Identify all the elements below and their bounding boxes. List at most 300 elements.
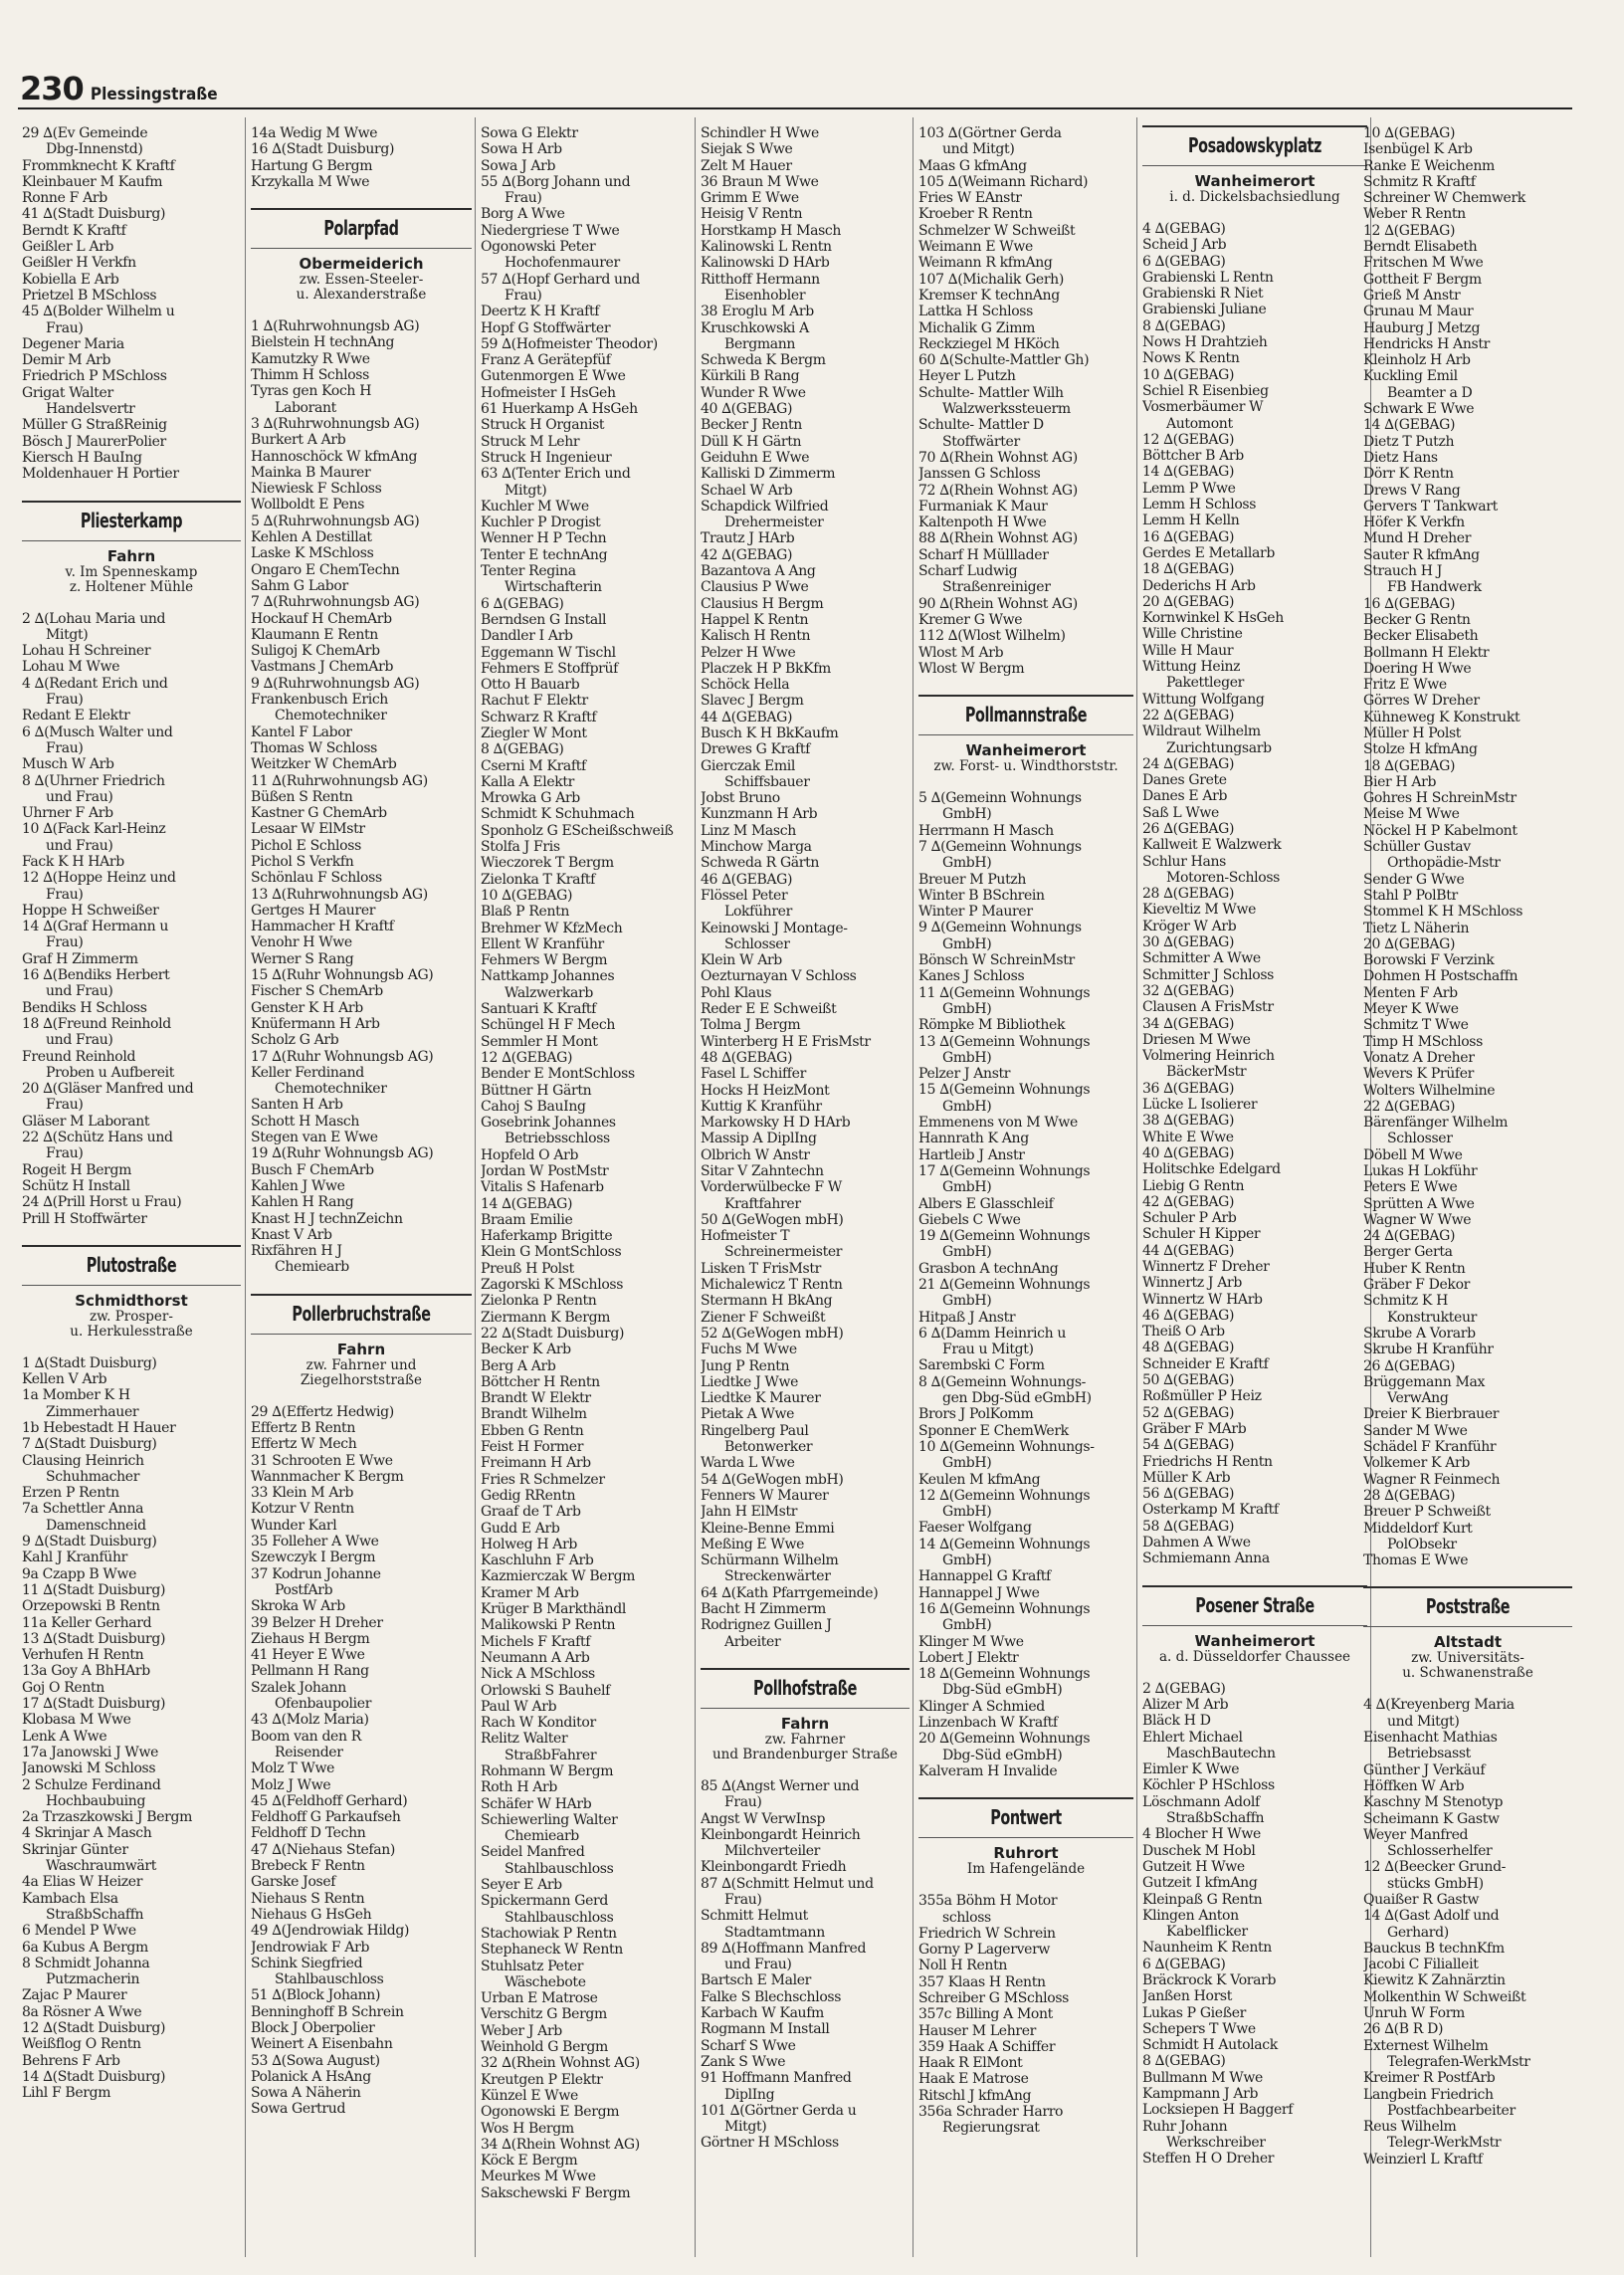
directory-entry: Heyer L Putzh	[918, 368, 1016, 385]
directory-entry: Waschraumwärt	[46, 1858, 156, 1875]
directory-entry: 11 ∆(Ruhrwohnungsb AG)	[251, 772, 428, 789]
directory-entry: 8 Schmidt Johanna	[22, 1955, 150, 1971]
directory-entry: Hannrath K Ang	[918, 1131, 1029, 1147]
directory-entry: Meise M Wwe	[1363, 806, 1460, 823]
directory-entry: 20 ∆(GEBAG)	[1363, 935, 1456, 952]
directory-entry: Brandt Wilhelm	[481, 1406, 587, 1423]
directory-entry: Musch W Arb	[22, 756, 114, 773]
directory-entry: Keller Ferdinand	[251, 1064, 364, 1081]
directory-entry: Reder E E Schweißt	[701, 1001, 837, 1018]
directory-entry: Frau)	[724, 1794, 762, 1811]
directory-entry: Kremer G Wwe	[918, 611, 1023, 628]
directory-entry: 13 ∆(Gemeinn Wohnungs	[918, 1033, 1091, 1050]
directory-entry: Hopfeld O Arb	[481, 1146, 579, 1163]
directory-entry: 18 ∆(Gemeinn Wohnungs	[918, 1666, 1091, 1683]
directory-entry: Hofmeister I HsGeh	[481, 384, 616, 401]
directory-entry: Schiel R Eisenbieg	[1142, 382, 1269, 399]
directory-entry: 103 ∆(Görtner Gerda	[918, 125, 1062, 141]
directory-entry: 16 ∆(GEBAG)	[1142, 528, 1235, 545]
directory-entry: Schädel F Kranführ	[1363, 1439, 1497, 1456]
directory-entry: Schütz H Install	[22, 1177, 130, 1194]
street-location: und Brandenburger Straße	[711, 1746, 899, 1762]
directory-entry: Fischer S ChemArb	[251, 983, 383, 1000]
section-rule	[22, 501, 241, 503]
directory-entry: Kanes J Schloss	[918, 968, 1025, 985]
directory-entry: Kalinowski L Rentn	[701, 239, 832, 256]
directory-entry: Pelzer J Anstr	[918, 1066, 1011, 1083]
directory-entry: 22 ∆(GEBAG)	[1142, 707, 1235, 724]
directory-entry: 28 ∆(GEBAG)	[1363, 1487, 1456, 1504]
directory-entry: 13 ∆(Ruhrwohnungsb AG)	[251, 886, 428, 903]
directory-entry: 34 ∆(Rhein Wohnst AG)	[481, 2136, 640, 2153]
directory-entry: 9 ∆(Ruhrwohnungsb AG)	[251, 675, 420, 692]
column-2	[251, 125, 472, 2265]
running-head: Plessingstraße	[90, 85, 218, 104]
directory-entry: Köck E Bergm	[481, 2153, 578, 2170]
directory-entry: Ogonowski E Bergm	[481, 2104, 620, 2121]
directory-entry: 26 ∆(GEBAG)	[1142, 820, 1235, 837]
directory-entry: Pichol E Schloss	[251, 837, 361, 854]
directory-entry: Bier H Arb	[1363, 773, 1437, 790]
directory-entry: Haak R ElMont	[918, 2055, 1023, 2072]
directory-entry: GmbH)	[942, 1455, 992, 1472]
directory-entry: Gertges H Maurer	[251, 902, 376, 919]
directory-entry: Lesaar W ElMstr	[251, 821, 365, 838]
directory-entry: 107 ∆(Michalik Gerh)	[918, 271, 1064, 288]
directory-entry: Döbell M Wwe	[1363, 1146, 1463, 1163]
directory-entry: Clausen A FrisMstr	[1142, 999, 1274, 1016]
directory-entry: Chemotechniker	[275, 1081, 387, 1098]
directory-entry: Erzen P Rentn	[22, 1485, 119, 1502]
directory-entry: Kastner G ChemArb	[251, 805, 387, 822]
directory-entry: 44 ∆(GEBAG)	[701, 709, 793, 725]
directory-entry: Sowa G Elektr	[481, 125, 578, 141]
directory-entry: Holitschke Edelgard	[1142, 1161, 1281, 1178]
directory-entry: Schmitz R Kraftf	[1363, 173, 1476, 190]
directory-entry: Frau u Mitgt)	[942, 1342, 1034, 1358]
directory-entry: Scharf Ludwig	[918, 563, 1018, 580]
directory-entry: Geiduhn E Wwe	[701, 449, 810, 466]
directory-entry: Osterkamp M Kraftf	[1142, 1502, 1279, 1519]
directory-entry: Minchow Margа	[701, 839, 812, 856]
directory-entry: Stuhlsatz Peter	[481, 1958, 584, 1974]
directory-entry: Berger Gerta	[1363, 1244, 1453, 1261]
section-rule	[1363, 1586, 1572, 1588]
directory-entry: Winter B BSchrein	[918, 887, 1045, 904]
directory-entry: Fries R Schmelzer	[481, 1471, 605, 1488]
directory-entry: Liebig G Rentn	[1142, 1177, 1245, 1194]
directory-entry: Middeldorf Kurt	[1363, 1520, 1473, 1537]
street-name: Poststraße	[1425, 1594, 1511, 1619]
directory-entry: 5 ∆(Ruhrwohnungsb AG)	[251, 513, 420, 529]
directory-entry: Feldhoff G Parkaufseh	[251, 1809, 401, 1826]
directory-entry: 88 ∆(Rhein Wohnst AG)	[918, 530, 1078, 547]
directory-entry: Hauser M Lehrer	[918, 2022, 1036, 2039]
directory-entry: 48 ∆(GEBAG)	[701, 1049, 793, 1066]
directory-entry: Janssen G Schloss	[918, 466, 1041, 483]
directory-entry: Gedig RRentn	[481, 1487, 576, 1504]
directory-entry: 4 Skrinjar A Masch	[22, 1825, 152, 1842]
directory-entry: 4 ∆(Redant Erich und	[22, 675, 168, 692]
section-rule	[1142, 1585, 1367, 1587]
street-name: Pollhofstraße	[753, 1675, 857, 1700]
directory-entry: 56 ∆(GEBAG)	[1142, 1486, 1235, 1503]
directory-entry: 4 ∆(GEBAG)	[1142, 221, 1226, 237]
directory-entry: Grimm E Wwe	[701, 190, 799, 207]
directory-entry: Slavec J Bergm	[701, 693, 804, 710]
directory-entry: Gutzeit I kfmAng	[1142, 1875, 1258, 1892]
section-rule	[1142, 165, 1367, 166]
directory-entry: Wenner H P Techn	[481, 530, 607, 547]
directory-entry: 6a Kubus A Bergm	[22, 1939, 148, 1956]
directory-entry: Kremser K technAng	[918, 287, 1060, 304]
directory-entry: Haferkamp Brigitte	[481, 1228, 613, 1245]
directory-entry: 64 ∆(Kath Pfarrgemeinde)	[701, 1584, 879, 1601]
directory-entry: Schwarz R Kraftf	[481, 709, 597, 725]
directory-entry: 33 Klein M Arb	[251, 1485, 354, 1502]
directory-entry: 29 ∆(Effertz Hedwig)	[251, 1403, 394, 1420]
directory-entry: Schüngel H F Mech	[481, 1017, 616, 1034]
directory-entry: Lemm P Wwe	[1142, 480, 1236, 497]
directory-entry: Kalveram H Invalide	[918, 1762, 1058, 1779]
directory-entry: Nöckel H P Kabelmont	[1363, 822, 1518, 839]
directory-entry: 14 ∆(GEBAG)	[1363, 417, 1456, 434]
directory-entry: Schott H Masch	[251, 1113, 360, 1130]
directory-entry: Gerhard)	[1387, 1924, 1449, 1941]
directory-entry: Hannappel J Wwe	[918, 1584, 1040, 1601]
directory-entry: Bönsch W SchreinMstr	[918, 952, 1075, 969]
directory-entry: Schönlau F Schloss	[251, 870, 382, 887]
street-location: zw. Fahrner und	[305, 1356, 417, 1373]
directory-entry: Michalewicz T Rentn	[701, 1277, 843, 1294]
directory-entry: Stahlbauschloss	[505, 1909, 614, 1926]
directory-entry: Löschmann Adolf	[1142, 1793, 1260, 1810]
directory-entry: Putzmacherin	[46, 1971, 140, 1988]
directory-entry: Meßing E Wwe	[701, 1536, 805, 1552]
directory-entry: 101 ∆(Görtner Gerda u	[701, 2102, 857, 2119]
directory-entry: Benninghoff B Schrein	[251, 2003, 404, 2020]
directory-entry: Wildraut Wilhelm	[1142, 724, 1261, 740]
directory-entry: 5 ∆(Gemeinn Wohnungs	[918, 790, 1082, 807]
directory-entry: 4a Elias W Heizer	[22, 1874, 143, 1891]
column-4	[701, 125, 910, 2265]
column-3	[481, 125, 692, 2265]
directory-entry: 63 ∆(Tenter Erich und	[481, 466, 631, 483]
directory-entry: Goj O Rentn	[22, 1679, 104, 1696]
directory-entry: Zelt M Hauer	[701, 157, 792, 174]
directory-entry: Wolters Wilhelmine	[1363, 1082, 1496, 1099]
directory-entry: Schmitter A Wwe	[1142, 950, 1261, 967]
directory-entry: Boom van den R	[251, 1728, 361, 1745]
directory-entry: Happel K Rentn	[701, 611, 809, 628]
directory-entry: Sender G Wwe	[1363, 871, 1465, 888]
directory-entry: Friedrich W Schrein	[918, 1925, 1056, 1942]
directory-entry: Angst W VerwInsp	[701, 1810, 826, 1827]
directory-entry: Vitalis S Hafenarb	[481, 1179, 604, 1196]
directory-entry: 34 ∆(GEBAG)	[1142, 1015, 1235, 1032]
directory-entry: Konstrukteur	[1387, 1309, 1477, 1326]
directory-entry: Breuer P Schweißt	[1363, 1504, 1491, 1521]
directory-entry: Burkert A Arb	[251, 432, 346, 449]
directory-entry: Clausius P Wwe	[701, 579, 809, 596]
directory-entry: Sitar V Zahntechn	[701, 1163, 824, 1179]
directory-entry: 8 ∆(Uhrner Friedrich	[22, 772, 165, 789]
directory-entry: Gosebrink Johannes	[481, 1115, 616, 1132]
directory-entry: Struck H Organist	[481, 417, 605, 434]
directory-entry: 13a Goy A BhHArb	[22, 1663, 150, 1680]
directory-entry: Betriebsschloss	[505, 1131, 610, 1147]
directory-entry: Kuchler P Drogist	[481, 515, 601, 531]
directory-entry: 4 Blocher H Wwe	[1142, 1826, 1261, 1843]
street-name: Pollerbruchstraße	[292, 1301, 431, 1326]
directory-entry: Semmler H Mont	[481, 1033, 598, 1050]
directory-entry: Gudd E Arb	[481, 1520, 560, 1537]
directory-entry: Stahlbauschloss	[505, 1860, 614, 1877]
directory-entry: Liedtke K Maurer	[701, 1390, 821, 1407]
directory-entry: Kiersch H BauIng	[22, 449, 142, 466]
district-name: Fahrn	[780, 1714, 830, 1733]
directory-entry: Markowsky H D HArb	[701, 1115, 851, 1132]
directory-entry: 24 ∆(GEBAG)	[1363, 1228, 1456, 1245]
directory-entry: Gräber F MArb	[1142, 1420, 1247, 1437]
directory-entry: Stolze H kfmAng	[1363, 741, 1478, 758]
district-name: Fahrn	[106, 546, 156, 565]
directory-entry: Betonwerker	[724, 1439, 813, 1456]
directory-entry: Postfachbearbeiter	[1387, 2102, 1516, 2119]
directory-entry: 10 ∆(GEBAG)	[1363, 125, 1456, 141]
directory-entry: Stadtamtmann	[724, 1924, 825, 1941]
street-location: i. d. Dickelsbachsiedlung	[1169, 189, 1340, 205]
directory-entry: Blaß P Rentn	[481, 904, 570, 921]
directory-entry: Seyer E Arb	[481, 1877, 562, 1894]
section-rule	[22, 1245, 241, 1247]
directory-entry: BäckerMstr	[1166, 1064, 1247, 1081]
directory-entry: Gierczak Emil	[701, 757, 796, 774]
directory-entry: 32 ∆(Rhein Wohnst AG)	[481, 2055, 640, 2072]
directory-entry: GmbH)	[942, 1000, 992, 1017]
directory-entry: Bräckrock K Vorarb	[1142, 1971, 1277, 1988]
directory-entry: Klein G MontSchloss	[481, 1244, 622, 1261]
directory-entry: 11 ∆(Stadt Duisburg)	[22, 1581, 166, 1598]
directory-entry: 18 ∆(Freund Reinhold	[22, 1015, 171, 1032]
directory-entry: Strauch H J	[1363, 563, 1443, 580]
header-rule	[18, 107, 1572, 109]
directory-entry: Polanick A HsAng	[251, 2068, 371, 2085]
directory-entry: Mrowka G Arb	[481, 790, 580, 807]
directory-entry: 10 ∆(Fack Karl-Heinz	[22, 821, 166, 838]
street-location: v. Im Spenneskamp	[65, 563, 198, 580]
directory-entry: Vastmans J ChemArb	[251, 659, 394, 676]
directory-entry: 355a Böhm H Motor	[918, 1893, 1058, 1910]
directory-entry: Bösch J MaurerPolier	[22, 433, 166, 450]
directory-entry: Jahn H ElMstr	[701, 1504, 798, 1521]
directory-entry: Santuari K Kraftf	[481, 1001, 597, 1018]
directory-entry: 17 ∆(Gemeinn Wohnungs	[918, 1162, 1091, 1179]
directory-entry: Wirtschafterin	[505, 579, 602, 596]
directory-entry: 10 ∆(GEBAG)	[481, 887, 573, 904]
directory-entry: GmbH)	[942, 1617, 992, 1634]
directory-entry: Gorny P Lagerverw	[918, 1942, 1051, 1959]
directory-entry: 7 ∆(Ruhrwohnungsb AG)	[251, 594, 420, 611]
directory-entry: Fritschen M Wwe	[1363, 255, 1484, 272]
directory-entry: PostfArb	[275, 1581, 333, 1598]
street-location: zw. Universitäts-	[1411, 1650, 1524, 1667]
directory-entry: Lemm H Kelln	[1142, 513, 1240, 529]
directory-entry: Dederichs H Arb	[1142, 577, 1256, 594]
directory-entry: Lukas H Lokführ	[1363, 1163, 1478, 1179]
directory-entry: Kalisch H Rentn	[701, 628, 811, 645]
directory-entry: Wevers K Prüfer	[1363, 1066, 1475, 1083]
directory-entry: Schiewerling Walter	[481, 1811, 618, 1828]
directory-entry: 17 ∆(Stadt Duisburg)	[22, 1696, 166, 1713]
directory-entry: Köchler P HSchloss	[1142, 1777, 1275, 1794]
directory-entry: 46 ∆(GEBAG)	[1142, 1307, 1235, 1324]
directory-entry: Fehmers W Bergm	[481, 952, 608, 969]
directory-entry: Orthopädie-Mstr	[1387, 855, 1501, 872]
section-header	[1142, 125, 1367, 205]
directory-entry: Hartleib J Anstr	[918, 1146, 1025, 1163]
directory-entry: 12 ∆(GEBAG)	[481, 1049, 573, 1066]
directory-entry: Weber J Arb	[481, 2022, 562, 2039]
directory-entry: Schlosser	[1387, 1131, 1453, 1147]
directory-entry: Pelzer H Wwe	[701, 644, 796, 661]
directory-entry: Kantel F Labor	[251, 724, 352, 740]
directory-entry: Cserni M Kraftf	[481, 757, 586, 774]
page-number: 230	[20, 70, 84, 107]
directory-entry: Kalliski D Zimmerm	[701, 466, 836, 483]
directory-entry: Prill H Stoffwärter	[22, 1210, 147, 1227]
directory-entry: 38 Eroglu M Arb	[701, 304, 814, 320]
directory-entry: White E Wwe	[1142, 1129, 1234, 1145]
directory-entry: Gläser M Laborant	[22, 1113, 150, 1130]
directory-entry: Brehmer W KfzMech	[481, 920, 623, 936]
directory-entry: Kleinholz H Arb	[1363, 352, 1471, 369]
directory-entry: 6 ∆(GEBAG)	[1142, 253, 1226, 270]
directory-entry: Roth H Arb	[481, 1779, 557, 1796]
directory-entry: Grabienski Juliane	[1142, 302, 1267, 318]
directory-entry: Niewiesk F Schloss	[251, 481, 382, 498]
directory-entry: 11 ∆(Gemeinn Wohnungs	[918, 984, 1091, 1001]
directory-entry: Bartsch E Maler	[701, 1972, 812, 1989]
directory-entry: Oezturnayan V Schloss	[701, 968, 857, 985]
directory-entry: Gohres H SchreinMstr	[1363, 790, 1517, 807]
directory-entry: Krüger B Markthändl	[481, 1601, 626, 1618]
street-location: Im Hafengelände	[966, 1861, 1086, 1878]
directory-entry: Fritz E Wwe	[1363, 677, 1447, 694]
directory-entry: Schuhmacher	[46, 1468, 140, 1485]
directory-entry: Borowski F Verzink	[1363, 952, 1495, 969]
district-name: Obermeiderich	[299, 255, 424, 274]
directory-entry: 20 ∆(Gemeinn Wohnungs	[918, 1731, 1091, 1748]
section-spacer	[1142, 1671, 1367, 1681]
section-header	[701, 1668, 910, 1762]
directory-entry: Schmelzer W Schweißt	[918, 222, 1076, 239]
directory-entry: gen Dbg-Süd eGmbH)	[942, 1390, 1092, 1407]
directory-entry: Lemm H Schloss	[1142, 497, 1257, 514]
directory-entry: Hochofenmaurer	[505, 255, 620, 272]
directory-entry: 12 ∆(Gemeinn Wohnungs	[918, 1487, 1091, 1504]
directory-entry: Weißflog O Rentn	[22, 2036, 141, 2053]
directory-entry: Regierungsrat	[942, 2120, 1040, 2137]
directory-entry: 7 ∆(Stadt Duisburg)	[22, 1436, 157, 1453]
directory-entry: Schuler P Arb	[1142, 1210, 1237, 1227]
directory-entry: Otto H Bauarb	[481, 677, 580, 694]
directory-entry: Grabienski L Rentn	[1142, 269, 1274, 286]
directory-entry: Klobasa M Wwe	[22, 1712, 131, 1729]
directory-entry: 14 ∆(Stadt Duisburg)	[22, 2068, 166, 2085]
directory-entry: MaschBautechn	[1166, 1745, 1276, 1761]
directory-entry: Berndsen G Install	[481, 611, 607, 628]
directory-entry: 7a Schettler Anna	[22, 1501, 144, 1518]
directory-entry: Niedergriese T Wwe	[481, 222, 620, 239]
directory-entry: 44 ∆(GEBAG)	[1142, 1242, 1235, 1259]
section-spacer	[701, 1768, 910, 1778]
directory-entry: Bullmann M Wwe	[1142, 2069, 1263, 2086]
directory-entry: Noll H Rentn	[918, 1958, 1008, 1974]
directory-entry: Müller K Arb	[1142, 1469, 1231, 1486]
directory-entry: Kaltenpoth H Wwe	[918, 515, 1047, 531]
directory-entry: Winter P Maurer	[918, 904, 1033, 921]
directory-entry: 356a Schrader Harro	[918, 2104, 1064, 2121]
directory-entry: Seidel Manfred	[481, 1844, 585, 1861]
directory-entry: stücks GmbH)	[1387, 1875, 1484, 1892]
directory-entry: Weinhold G Bergm	[481, 2039, 608, 2056]
directory-entry: Tyras gen Koch H	[251, 383, 372, 400]
directory-entry: Kalinowski D HArb	[701, 255, 830, 272]
directory-entry: Frau)	[505, 287, 542, 304]
directory-entry: Pietak A Wwe	[701, 1406, 795, 1423]
section-rule	[251, 208, 472, 210]
directory-entry: 22 ∆(Stadt Duisburg)	[481, 1325, 625, 1342]
directory-entry: Wlost M Arb	[918, 644, 1004, 661]
directory-entry: 35 Folleher A Wwe	[251, 1534, 379, 1551]
directory-entry: Sponner E ChemWerk	[918, 1422, 1069, 1439]
directory-entry: Ziener F Schweißt	[701, 1309, 826, 1326]
directory-entry: Winnertz J Arb	[1142, 1275, 1243, 1292]
directory-entry: 41 Heyer E Wwe	[251, 1647, 365, 1664]
directory-entry: Handelsvertr	[46, 401, 135, 418]
directory-entry: 19 ∆(Gemeinn Wohnungs	[918, 1228, 1091, 1245]
directory-entry: Sander M Wwe	[1363, 1422, 1468, 1439]
district-name: Wanheimerort	[1194, 172, 1316, 190]
directory-entry: Müller H Polst	[1363, 724, 1462, 741]
directory-entry: Uhrner F Arb	[22, 805, 113, 822]
directory-entry: Skrube H Kranführ	[1363, 1342, 1494, 1358]
directory-entry: Grunau M Maur	[1363, 304, 1474, 320]
directory-entry: 61 Huerkamp A HsGeh	[481, 401, 638, 418]
directory-entry: 8 ∆(GEBAG)	[481, 741, 564, 758]
directory-entry: Sauter R kfmAng	[1363, 546, 1480, 563]
directory-entry: Sowa A Näherin	[251, 2085, 361, 2102]
directory-entry: Genster K H Arb	[251, 999, 363, 1016]
street-location: u. Herkulesstraße	[70, 1323, 193, 1340]
directory-entry: Berndt Elisabeth	[1363, 239, 1478, 256]
directory-entry: VerwAng	[1387, 1390, 1449, 1407]
directory-entry: Hauburg J Metzg	[1363, 319, 1481, 336]
directory-entry: Tenter E technAng	[481, 546, 608, 563]
directory-entry: Schmitz K H	[1363, 1293, 1448, 1310]
directory-entry: Weber R Rentn	[1363, 206, 1466, 223]
directory-entry: 19 ∆(Ruhr Wohnungsb AG)	[251, 1145, 434, 1162]
directory-entry: 49 ∆(Jendrowiak Hildg)	[251, 1923, 410, 1940]
directory-entry: 91 Hoffmann Manfred	[701, 2070, 852, 2087]
directory-entry: 24 ∆(GEBAG)	[1142, 755, 1235, 772]
directory-entry: 12 ∆(Beecker Grund-	[1363, 1859, 1507, 1876]
directory-entry: Heisig V Rentn	[701, 206, 803, 223]
street-name: Polarpfad	[323, 216, 399, 241]
directory-entry: 39 Belzer H Dreher	[251, 1614, 383, 1631]
directory-entry: Motoren-Schloss	[1166, 869, 1281, 886]
